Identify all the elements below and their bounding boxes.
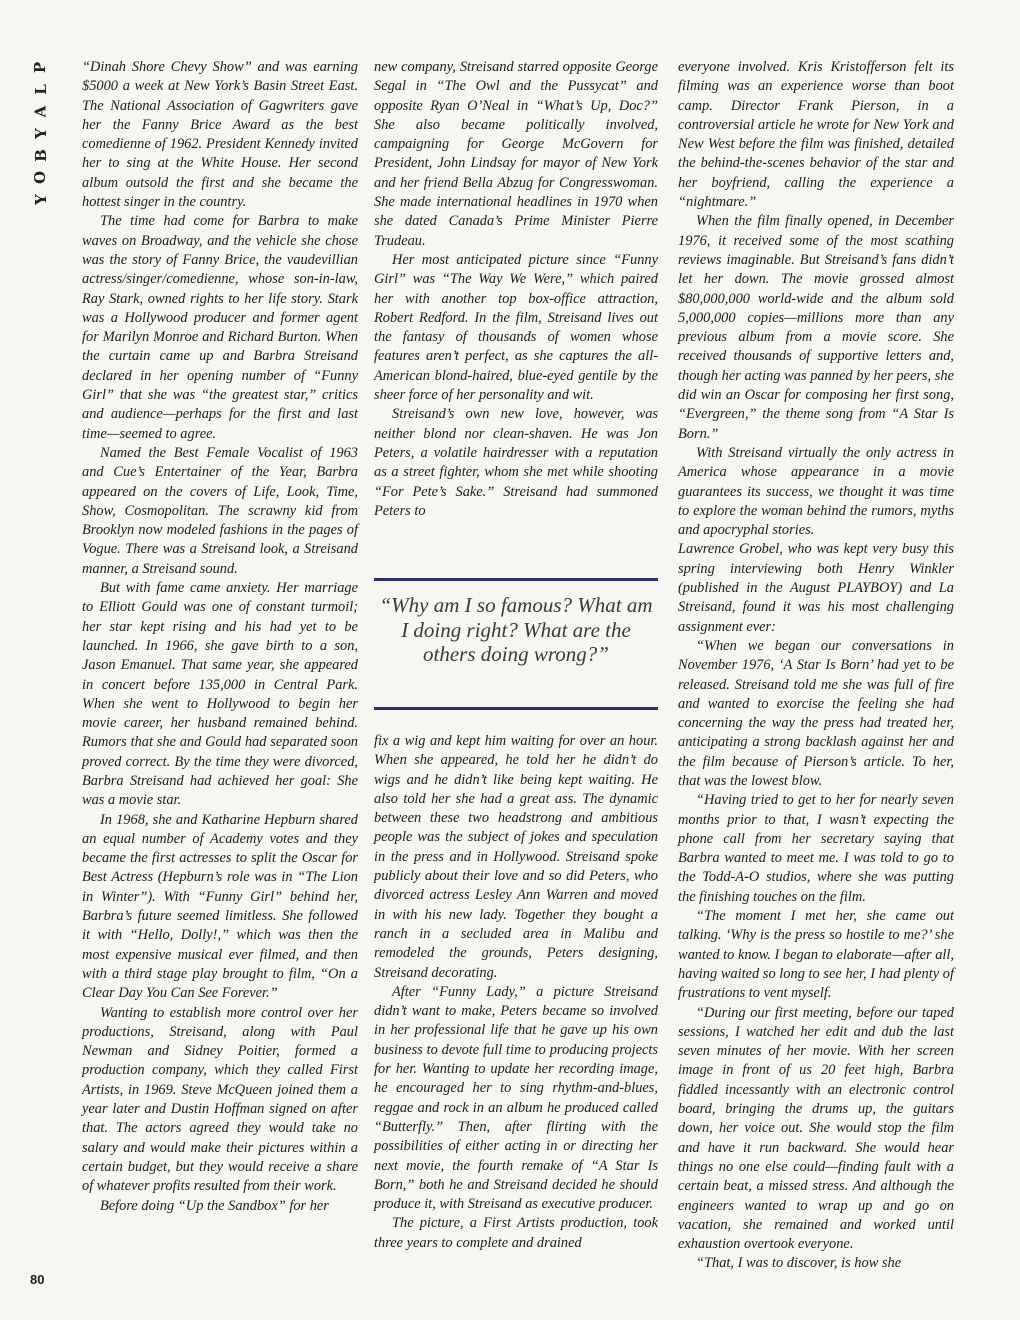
paragraph: In 1968, she and Katharine Hepburn shared an equal number of Academy votes and they became the first actresses to split the Oscar for Best Actress (Hepburn’s role was in “The Lion in Winter”). With “Funny Girl” behind her, Barbra’s future seemed limitless. She followed it with “Hello, Dolly!,” which was then the most expensive musical ever filmed, and then with a third stage play brought to film, “On a Clear Day You Can See Forever.” <box>82 811 358 1002</box>
paragraph: “During our first meeting, before our taped sessions, I watched her edit and dub the last seven minutes of her movie. With her screen image in front of us 20 feet high, Barbra fiddled incessantly with an electronic control board, bringing the drums up, the guitars down, her voice out. She would stop the film and have it run backward. She would hear things no one else could—finding fault with a certain beat, a missed stress. And although the engineers wanted to wrap up and go on vacation, she remained and worked until exhaustion overtook everyone. <box>678 1004 954 1253</box>
paragraph: “When we began our conversations in November 1976, ‘A Star Is Born’ had yet to be released. Streisand told me she was full of fire and wanted to exorcise the feeling she had concerning the way the press had treated her, anticipating a strong backlash against her and the film because of Pierson’s article. To her, that was the lowest blow. <box>678 637 954 789</box>
running-head <box>28 58 54 209</box>
article-column-2-top <box>374 58 658 521</box>
page-number: 80 <box>30 1272 45 1287</box>
article-column-1 <box>82 58 358 1216</box>
paragraph: Her most anticipated picture since “Funny Girl” was “The Way We Were,” which paired her with another top box-office attraction, Robert Redford. In the film, Streisand lives out the fantasy of thousands of women whose features aren’t perfect, as she captures the all-American blond-haired, blue-eyed gentile by the sheer force of her personality and wit. <box>374 251 658 404</box>
paragraph: Streisand’s own new love, however, was neither blond nor clean-shaven. He was Jon Peters, a volatile hairdresser with a reputation as a street fighter, whom she met while shooting “For Pete’s Sake.” Streisand had summoned Peters to <box>374 406 658 519</box>
article-column-3 <box>678 58 954 1274</box>
running-head-letter: Y <box>31 128 50 139</box>
paragraph: The time had come for Barbra to make waves on Broadway, and the vehicle she chose was the story of Fanny Brice, the vaudevillian actress/singer/comedienne, whose son-in-law, Ray Stark, owned rights to her life story. Stark was a Hollywood producer and former agent for Marilyn Monroe and Richard Burton. When the curtain came up and Barbra Streisand declared in her opening number of “Funny Girl” that she was “the greatest star,” critics and audience—perhaps for the first and last time—seemed to agree. <box>82 213 358 442</box>
paragraph: When the film finally opened, in December 1976, it received some of the most scathing reviews imaginable. But Streisand’s fans didn’t let her down. The movie grossed almost $80,000,000 world-wide and the album sold 5,000,000 copies—millions more than any previous album from a movie score. She received thousands of supportive letters and, though her acting was panned by her peers, she did win an Oscar for composing her first song, “Evergreen,” the theme song from “A Star Is Born.” <box>678 213 954 442</box>
paragraph: “Having tried to get to her for nearly seven months prior to that, I wasn’t expecting the phone call from her secretary saying that Barbra wanted to meet me. I was told to go to the Todd-A-O studios, where she was putting the finishing touches on the film. <box>678 792 954 905</box>
paragraph: “Dinah Shore Chevy Show” and was earning $5000 a week at New York’s Basin Street East. The National Association of Gagwriters gave her the Fanny Brice Award as the best comedienne of 1962. President Kennedy invited her to sing at the White House. Her second album outsold the first and she became the hottest singer in the country. <box>82 59 358 211</box>
running-head-letter: L <box>31 84 50 95</box>
paragraph: “That, I was to discover, is how she <box>696 1255 902 1272</box>
running-head-letter: P <box>31 61 50 74</box>
running-head-letter: O <box>31 170 50 185</box>
paragraph: Lawrence Grobel, who was kept very busy this spring interviewing both Henry Winkler (published in the August PLAYBOY) and La Streisand, found it was his most challenging assignment ever: <box>678 541 954 635</box>
paragraph: But with fame came anxiety. Her marriage to Elliott Gould was one of constant turmoil; her star kept rising and his had yet to be launched. In 1966, she gave birth to a son, Jason Emanuel. That same year, she appeared in concert before 135,000 in Central Park. When she went to Hollywood to begin her movie career, her husband remained behind. Rumors that she and Gould had separated soon proved correct. By the time they were divorced, Barbra Streisand had achieved her goal: She was a movie star. <box>82 580 358 809</box>
pull-quote: “Why am I so famous? What am I doing right? What are the others doing wrong?” <box>374 578 658 710</box>
running-head-letter: B <box>31 149 50 162</box>
paragraph: With Streisand virtually the only actress in America whose appearance in a movie guarantees its success, we thought it was time to explore the woman behind the rumors, myths and apocryphal stories. <box>678 444 954 539</box>
paragraph: The picture, a First Artists production, took three years to complete and drained <box>374 1215 658 1251</box>
paragraph: fix a wig and kept him waiting for over an hour. When she appeared, he told her he didn’t do wigs and he didn’t like being kept waiting. He also told her she had a great ass. The dynamic between these two headstrong and ambitious people was the subject of jokes and speculation in the press and in Hollywood. Streisand spoke publicly about their love and so did Peters, who divorced actress Lesley Ann Warren and moved in with his new lady. Together they bought a ranch in a secluded area in Malibu and remodeled the grounds, Peters designing, Streisand decorating. <box>374 733 658 981</box>
paragraph: After “Funny Lady,” a picture Streisand didn’t want to make, Peters became so involved in her professional life that he gave up his own business to devote full time to producing projects for her. Wanting to update her recording image, he encouraged her to sing rhythm-and-blues, reggae and rock in an album he produced called “Butterfly.” Then, after flirting with the possibilities of either acting in or directing her next movie, the fourth remake of “A Star Is Born,” both he and Streisand decided he should produce it, with Streisand as executive producer. <box>374 983 658 1213</box>
paragraph: Wanting to establish more control over her productions, Streisand, along with Paul Newman and Sidney Poitier, formed a production company, which they called First Artists, in 1969. Steve McQueen joined them a year later and Dustin Hoffman signed on after that. The actors agreed they would take no salary and would make their pictures within a certain budget, but they would receive a share of whatever profits resulted from their work. <box>82 1004 358 1195</box>
paragraph: everyone involved. Kris Kristofferson felt its filming was an experience worse than boot camp. Director Frank Pierson, in a controversial article he wrote for New York and New West before the film was finished, detailed the behind-the-scenes behavior of the star and her boyfriend, calling the experience a “nightmare.” <box>678 59 954 211</box>
paragraph: new company, Streisand starred opposite George Segal in “The Owl and the Pussycat” and opposite Ryan O’Neal in “What’s Up, Doc?” She also became politically involved, campaigning for George McGovern for President, John Lindsay for mayor of New York and her friend Bella Abzug for Congresswoman. She made international headlines in 1970 when she dated Canada’s Prime Minister Pierre Trudeau. <box>374 59 658 249</box>
running-head-letter: A <box>31 105 50 118</box>
running-head-letter: Y <box>31 194 50 205</box>
article-column-2-bottom <box>374 732 658 1253</box>
paragraph: “The moment I met her, she came out talking. ‘Why is the press so hostile to me?’ she wanted to know. I began to elaborate—after all, having waited so long to see her, I had plenty of frustrations to vent myself. <box>678 908 954 1002</box>
paragraph: Named the Best Female Vocalist of 1963 and Cue’s Entertainer of the Year, Barbra appeared on the covers of Life, Look, Time, Show, Cosmopolitan. The scrawny kid from Brooklyn now modeled fashions in the pages of Vogue. There was a Streisand look, a Streisand manner, a Streisand sound. <box>82 444 358 577</box>
paragraph: Before doing “Up the Sandbox” for her <box>100 1197 329 1214</box>
